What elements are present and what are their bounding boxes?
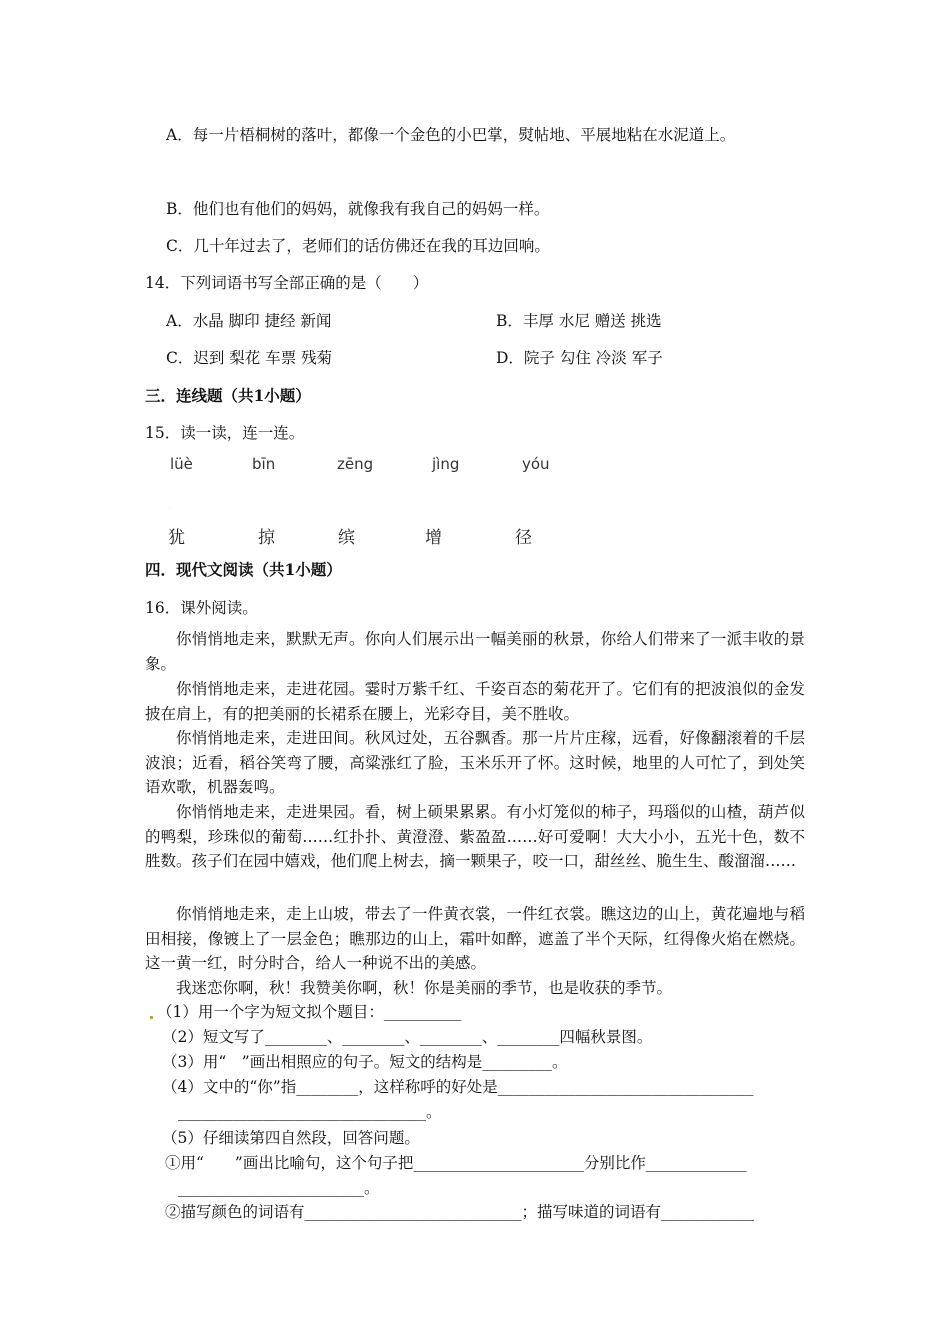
passage-paragraph-2: 你悄悄地走来，走进花园。霎时万紫千红、千姿百态的菊花开了。它们有的把波浪似的金发披在肩上，有的把美丽的长裙系在腰上，光彩夺目，美不胜收。 (145, 680, 805, 723)
hanzi-2: 掠 (258, 528, 275, 548)
option-c-q14: C．迟到 梨花 车票 残菊 (166, 349, 333, 367)
subquestion-5: （5）仔细读第四自然段，回答问题。 (162, 1129, 420, 1147)
subquestion-1: （1）用一个字为短文拟个题目：__________ (157, 1003, 462, 1021)
pinyin-5: yóu (522, 455, 550, 473)
option-b-q13: B．他们也有他们的妈妈，就像我有我自己的妈妈一样。 (166, 200, 550, 218)
subquestion-5-1: ①用“ ”画出比喻句，这个句子把______________________分别比作_____________ (165, 1154, 747, 1172)
passage-paragraph-1: 你悄悄地走来，默默无声。你向人们展示出一幅美丽的秋景，你给人们带来了一派丰收的景象。 (145, 630, 805, 673)
question-16-stem: 16．课外阅读。 (145, 599, 258, 617)
pinyin-2: bīn (252, 455, 276, 473)
passage-paragraph-3: 你悄悄地走来，走进田间。秋风过处，五谷飘香。那一片片庄稼，远看，好像翻滚着的千层波浪；近看，稻谷笑弯了腰，高粱涨红了脸，玉米乐开了怀。这时候，地里的人可忙了，到处笑语欢歌，机器轰鸣。 (145, 729, 805, 796)
question-15-stem: 15．读一读，连一连。 (145, 424, 305, 442)
marker-dot (150, 1016, 153, 1019)
subquestion-3: （3）用“ ”画出相照应的句子。短文的结构是_________。 (162, 1053, 568, 1071)
section-3-title: 三．连线题（共1小题） (145, 386, 311, 405)
hanzi-4: 增 (425, 528, 442, 548)
subquestion-5-1-continued: ________________________。 (178, 1179, 380, 1197)
pinyin-1: lüè (170, 455, 193, 473)
option-c-q13: C．几十年过去了，老师们的话仿佛还在我的耳边回响。 (166, 237, 550, 255)
hanzi-5: 径 (515, 528, 532, 548)
hanzi-1: 犹 (168, 528, 185, 548)
option-a-q13: A．每一片梧桐树的落叶，都像一个金色的小巴掌，熨帖地、平展地粘在水泥道上。 (166, 126, 736, 144)
pinyin-3: zēng (337, 455, 374, 473)
question-14-stem: 14．下列词语书写全部正确的是（ ） (145, 274, 429, 292)
passage-paragraph-4: 你悄悄地走来，走进果园。看，树上硕果累累。有小灯笼似的柿子，玛瑙似的山楂，葫芦似的鸭梨，珍珠似的葡萄……红扑扑、黄澄澄、紫盈盈……好可爱啊！大大小小，五光十色，数不胜数。孩子们在园中嬉戏，他们爬上树去，摘一颗果子，咬一口，甜丝丝、脆生生、酸溜溜…… (145, 803, 805, 870)
pinyin-4: jìng (432, 455, 460, 473)
section-4-title: 四．现代文阅读（共1小题） (145, 560, 342, 579)
passage-paragraph-5: 你悄悄地走来，走上山坡，带去了一件黄衣裳，一件红衣裳。瞧这边的山上，黄花遍地与稻田相接，像镀上了一层金色；瞧那边的山上，霜叶如醉，遮盖了半个天际，红得像火焰在燃烧。这一黄一红，时分时合，给人一种说不出的美感。 (145, 905, 805, 972)
option-b-q14: B．丰厚 水尼 赠送 挑选 (496, 312, 662, 330)
option-a-q14: A．水晶 脚印 捷经 新闻 (166, 312, 332, 330)
hanzi-3: 缤 (338, 528, 355, 548)
subquestion-4: （4）文中的“你”指________，这样称呼的好处是_________________________________ (162, 1078, 754, 1096)
passage-paragraph-6: 我迷恋你啊，秋！我赞美你啊，秋！你是美丽的季节，也是收获的季节。 (176, 979, 673, 997)
subquestion-2: （2）短文写了________、________、________、________四幅秋景图。 (162, 1028, 653, 1046)
subquestion-4-continued: ________________________________。 (178, 1103, 442, 1121)
option-d-q14: D．院子 勾住 冷淡 军子 (496, 349, 663, 367)
subquestion-5-2: ②描写颜色的词语有____________________________；描写味道的词语有____________ (165, 1203, 755, 1221)
watermark-mark: · (168, 504, 171, 514)
